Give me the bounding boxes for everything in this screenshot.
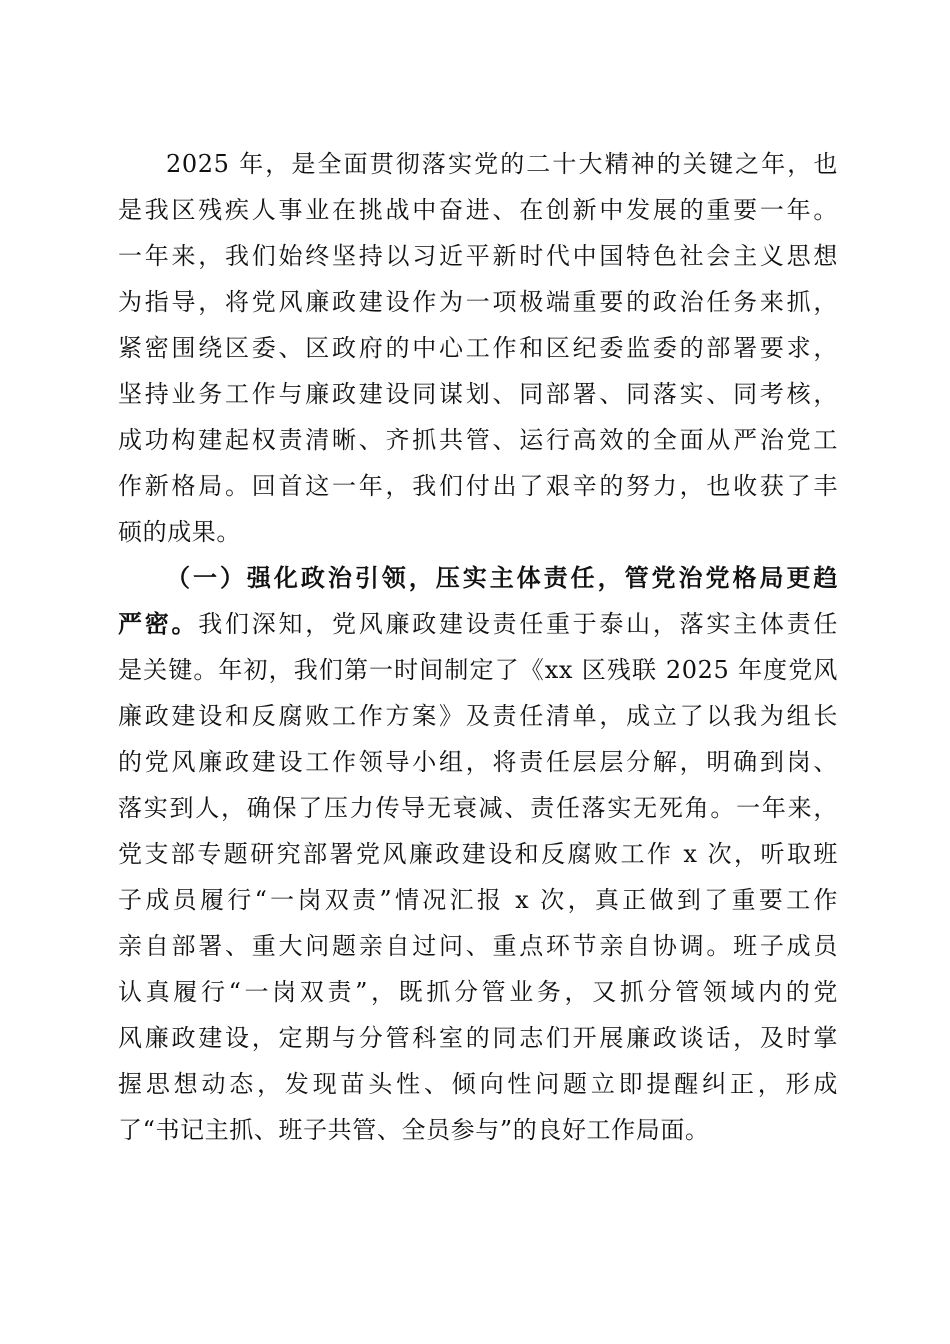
paragraph-2-line-4: 的党风廉政建设工作领导小组，将责任层层分解，明确到岗、 <box>118 748 838 776</box>
paragraph-2-line-2: 是关键。年初，我们第一时间制定了《xx 区残联 2025 年度党风 <box>118 656 838 684</box>
paragraph-2-line-11: 握思想动态，发现苗头性、倾向性问题立即提醒纠正，形成 <box>118 1070 838 1098</box>
paragraph-2-line-5: 落实到人，确保了压力传导无衰减、责任落实无死角。一年来， <box>118 794 838 822</box>
paragraph-2-line-3: 廉政建设和反腐败工作方案》及责任清单，成立了以我为组长 <box>118 702 838 730</box>
paragraph-2-line-9: 认真履行“一岗双责”，既抓分管业务，又抓分管领域内的党 <box>118 978 838 1006</box>
paragraph-1-line-3: 一年来，我们始终坚持以习近平新时代中国特色社会主义思想 <box>118 242 838 270</box>
paragraph-1-line-5: 紧密围绕区委、区政府的中心工作和区纪委监委的部署要求， <box>118 334 838 362</box>
paragraph-1-line-9: 硕的成果。 <box>118 518 241 546</box>
paragraph-2-line-10: 风廉政建设，定期与分管科室的同志们开展廉政谈话，及时掌 <box>118 1024 838 1052</box>
paragraph-2-line-6: 党支部专题研究部署党风廉政建设和反腐败工作 x 次，听取班 <box>118 840 838 868</box>
paragraph-1-line-2: 是我区残疾人事业在挑战中奋进、在创新中发展的重要一年。 <box>118 196 838 224</box>
paragraph-1-line-8: 作新格局。回首这一年，我们付出了艰辛的努力，也收获了丰 <box>118 472 838 500</box>
paragraph-1-line-1: 2025 年，是全面贯彻落实党的二十大精神的关键之年，也 <box>166 150 838 178</box>
paragraph-2-line-7: 子成员履行“一岗双责”情况汇报 x 次，真正做到了重要工作 <box>118 886 838 914</box>
paragraph-1-line-7: 成功构建起权责清晰、齐抓共管、运行高效的全面从严治党工 <box>118 426 838 454</box>
paragraph-2-line-1 <box>118 608 838 640</box>
paragraph-2-line-12: 了“书记主抓、班子共管、全员参与”的良好工作局面。 <box>118 1116 710 1144</box>
section-heading-1-tail: 严密。 <box>118 609 199 638</box>
paragraph-1-line-6: 坚持业务工作与廉政建设同谋划、同部署、同落实、同考核， <box>118 380 838 408</box>
paragraph-2-line-1-rest: 我们深知，党风廉政建设责任重于泰山，落实主体责任 <box>198 610 838 638</box>
paragraph-1-line-4: 为指导，将党风廉政建设作为一项极端重要的政治任务来抓， <box>118 288 838 316</box>
paragraph-2-line-8: 亲自部署、重大问题亲自过问、重点环节亲自协调。班子成员 <box>118 932 838 960</box>
section-heading-1: （一）强化政治引领，压实主体责任，管党治党格局更趋 <box>166 563 838 592</box>
